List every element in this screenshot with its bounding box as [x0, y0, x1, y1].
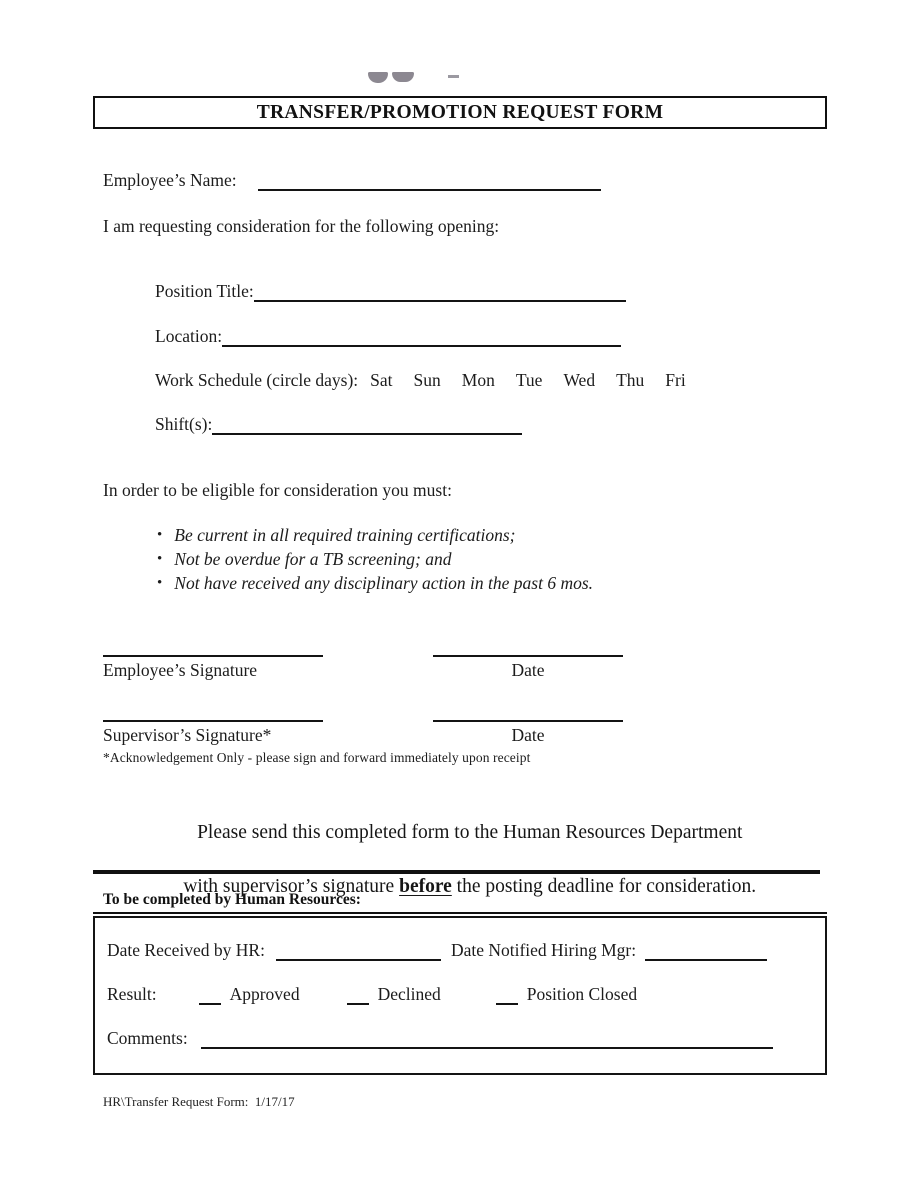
- list-item: [157, 523, 593, 547]
- supervisor-signature-input-line[interactable]: [103, 708, 323, 722]
- employee-signature-block: [103, 643, 623, 681]
- document-footer: HR\Transfer Request Form: 1/17/17: [103, 1094, 295, 1109]
- employee-name-label: Employee’s Name:: [103, 170, 237, 190]
- bullet-icon: •: [157, 575, 163, 591]
- declined-check-line[interactable]: [347, 986, 369, 1006]
- acknowledgement-footnote: *Acknowledgement Only - please sign and forward immediately upon receipt: [103, 750, 531, 765]
- bullet-icon: •: [157, 527, 163, 543]
- work-schedule-days: [370, 370, 686, 391]
- work-schedule-label: Work Schedule (circle days):: [155, 370, 359, 390]
- hr-comments-row: [107, 1028, 773, 1049]
- spacer: [323, 643, 433, 657]
- declined-label: Declined: [377, 984, 441, 1004]
- position-closed-label: Position Closed: [526, 984, 638, 1004]
- date-received-input-line[interactable]: [276, 941, 441, 961]
- day-thu[interactable]: Thu: [616, 370, 645, 390]
- shifts-row: [155, 414, 522, 435]
- work-schedule-row: [155, 370, 686, 391]
- approved-label: Approved: [229, 984, 300, 1004]
- logo-mark-icon: [392, 72, 414, 82]
- hr-section-heading: To be completed by Human Resources:: [103, 891, 361, 908]
- eligibility-list: [157, 523, 593, 595]
- list-item: [157, 547, 593, 571]
- eligibility-heading: In order to be eligible for consideration you must:: [103, 480, 452, 500]
- bullet-text: Be current in all required training certifications;: [174, 525, 516, 545]
- bullet-text: Not be overdue for a TB screening; and: [174, 549, 452, 569]
- notice-line1: Please send this completed form to the Human Resources Department: [197, 822, 743, 843]
- spacer: [323, 722, 433, 746]
- notice-before-emphasis: before: [399, 876, 452, 897]
- shifts-input-line[interactable]: [212, 415, 522, 435]
- date-notified-label: Date Notified Hiring Mgr:: [450, 940, 637, 960]
- result-option-position-closed: [496, 984, 637, 1005]
- notice-line2-pre: with supervisor’s signature: [183, 876, 400, 897]
- day-wed[interactable]: Wed: [563, 370, 596, 390]
- shifts-label: Shift(s):: [155, 414, 213, 434]
- form-title-box: [93, 96, 827, 129]
- position-title-row: [155, 281, 626, 302]
- hr-result-row: [107, 984, 637, 1005]
- result-option-approved: [199, 984, 300, 1005]
- position-title-label: Position Title:: [155, 281, 254, 301]
- form-title: TRANSFER/PROMOTION REQUEST FORM: [256, 101, 664, 123]
- position-title-input-line[interactable]: [254, 282, 626, 302]
- position-closed-check-line[interactable]: [496, 986, 518, 1006]
- bullet-icon: •: [157, 551, 163, 567]
- employee-date-label: Date: [511, 660, 545, 680]
- comments-input-line[interactable]: [201, 1029, 773, 1049]
- result-option-declined: [347, 984, 441, 1005]
- employee-name-row: [103, 170, 601, 191]
- approved-check-line[interactable]: [199, 986, 221, 1006]
- day-sun[interactable]: Sun: [413, 370, 441, 390]
- location-row: [155, 326, 621, 347]
- hr-dates-row: [107, 940, 767, 961]
- day-mon[interactable]: Mon: [461, 370, 495, 390]
- employee-signature-label: Employee’s Signature: [103, 660, 258, 680]
- supervisor-date-label: Date: [511, 725, 545, 745]
- supervisor-date-input-line[interactable]: [433, 708, 623, 722]
- request-intro: I am requesting consideration for the following opening:: [103, 216, 500, 236]
- supervisor-signature-block: [103, 708, 623, 746]
- day-sat[interactable]: Sat: [370, 370, 393, 390]
- spacer: [323, 708, 433, 722]
- logo-mark-icon: [368, 72, 388, 83]
- comments-label: Comments:: [107, 1028, 188, 1048]
- notice-line2-post: the posting deadline for consideration.: [451, 876, 757, 897]
- employee-name-input-line[interactable]: [258, 171, 601, 191]
- spacer: [323, 657, 433, 681]
- logo-dash-icon: [448, 75, 459, 78]
- employee-signature-input-line[interactable]: [103, 643, 323, 657]
- hr-section-box: [93, 916, 827, 1075]
- location-input-line[interactable]: [222, 327, 621, 347]
- section-divider: [93, 870, 820, 874]
- bullet-text: Not have received any disciplinary action in the past 6 mos.: [174, 573, 594, 593]
- list-item: [157, 571, 593, 595]
- employee-date-input-line[interactable]: [433, 643, 623, 657]
- day-tue[interactable]: Tue: [515, 370, 543, 390]
- day-fri[interactable]: Fri: [665, 370, 686, 390]
- date-notified-input-line[interactable]: [645, 941, 767, 961]
- hr-heading-rule: [93, 912, 827, 914]
- date-received-label: Date Received by HR:: [107, 940, 265, 960]
- supervisor-signature-label: Supervisor’s Signature*: [103, 725, 272, 745]
- location-label: Location:: [155, 326, 223, 346]
- result-label: Result:: [107, 984, 157, 1004]
